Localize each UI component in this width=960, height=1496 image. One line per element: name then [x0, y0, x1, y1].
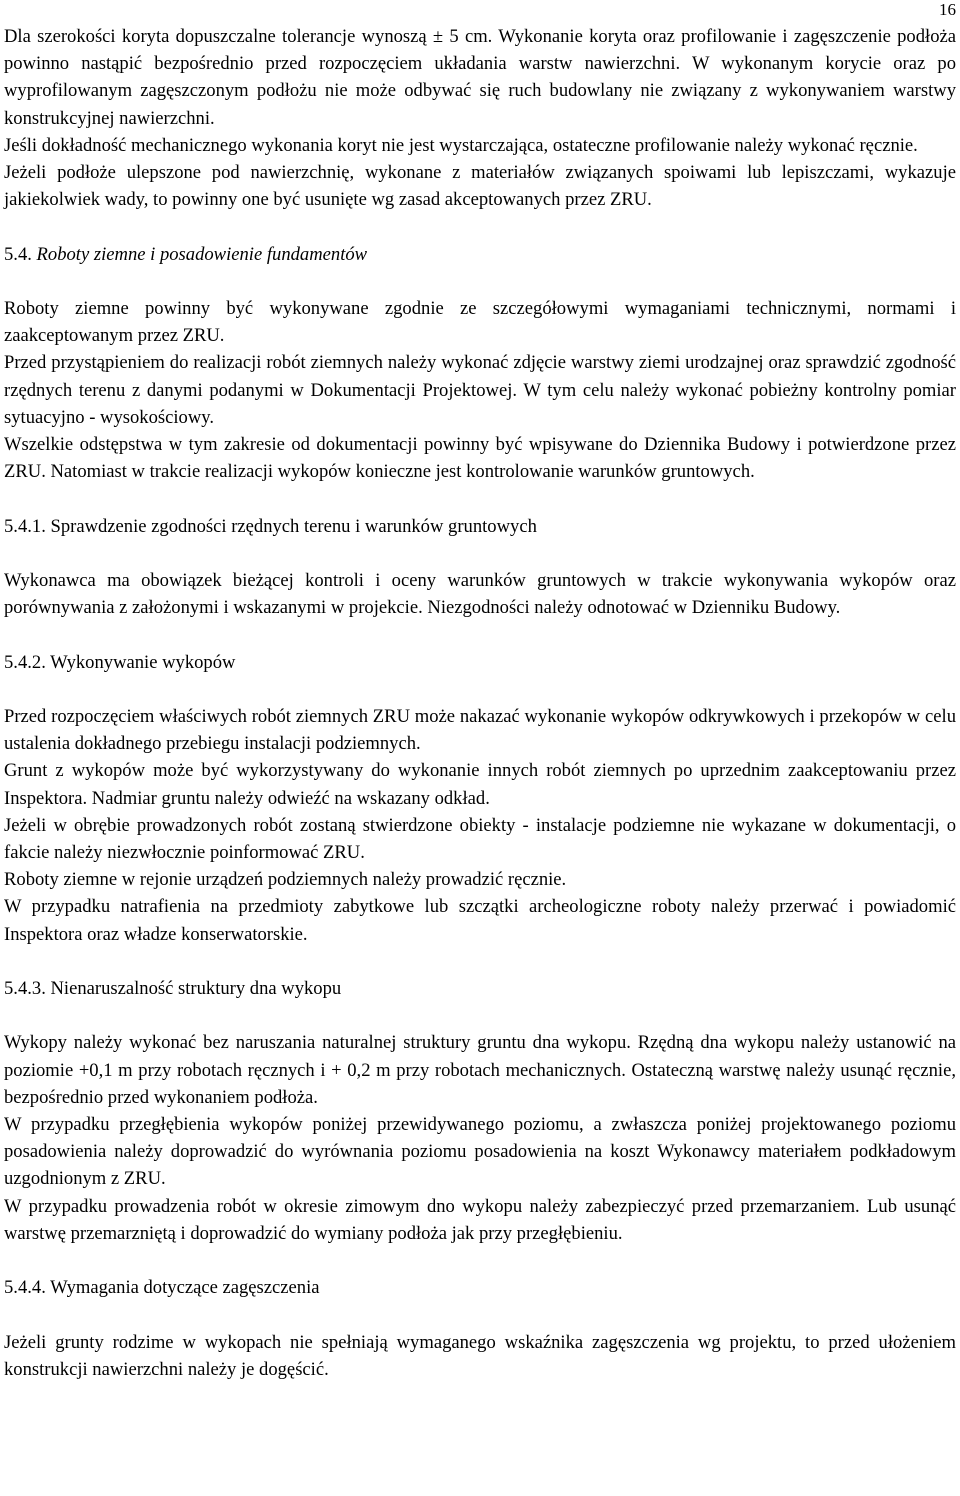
paragraph: Roboty ziemne w rejonie urządzeń podziemnych należy prowadzić ręcznie.	[4, 869, 567, 891]
section-heading-5-4	[4, 241, 956, 268]
paragraph: Jeżeli podłoże ulepszone pod nawierzchnię, wykonane z materiałów związanych spoiwami lub lepiszczami, wykazuje jakiekolwiek wady, to powinny one być usunięte wg zasad akceptowanych przez ZRU.	[4, 162, 956, 211]
paragraph: W przypadku przegłębienia wykopów poniżej przewidywanego poziomu, a zwłaszcza poniżej projektowanego poziomu posadowienia należy doprowadzić do wyrównania poziomu posadowienia na koszt Wykonawcy materiałem podkładowym uzgodnionym z ZRU.	[4, 1114, 956, 1190]
section-heading-5-4-1: 5.4.1. Sprawdzenie zgodności rzędnych terenu i warunków gruntowych	[4, 515, 537, 537]
paragraph: Dla szerokości koryta dopuszczalne tolerancje wynoszą ± 5 cm. Wykonanie koryta oraz profilowanie i zagęszczenie podłoża powinno nastąpić bezpośrednio przed rozpoczęciem układania warstw nawierzchni. W wykonanym korycie oraz po wyprofilowanym zagęszczonym podłożu nie może odbywać się ruch budowlany nie związany z wykonywaniem warstwy konstrukcyjnej nawierzchni.	[4, 26, 956, 129]
paragraph: Wykonawca ma obowiązek bieżącej kontroli i oceny warunków gruntowych w trakcie wykonywania wykopów oraz porównywania z założonymi i wskazanymi w projekcie. Niezgodności należy odnotować w Dzienniku Budowy.	[4, 570, 956, 619]
paragraph: Roboty ziemne powinny być wykonywane zgodnie ze szczegółowymi wymaganiami technicznymi, normami i zaakceptowanym przez ZRU.	[4, 298, 956, 347]
section-heading-5-4-3: 5.4.3. Nienaruszalność struktury dna wykopu	[4, 978, 342, 999]
section-title: Roboty ziemne i posadowienie fundamentów	[36, 243, 368, 265]
section-heading-5-4-4: 5.4.4. Wymagania dotyczące zagęszczenia	[4, 1277, 320, 1299]
paragraph: Jeśli dokładność mechanicznego wykonania koryt nie jest wystarczająca, ostateczne profilowanie należy wykonać ręcznie.	[4, 134, 918, 156]
paragraph: Grunt z wykopów może być wykorzystywany do wykonanie innych robót ziemnych po uprzednim zaakceptowaniu przez Inspektora. Nadmiar gruntu należy odwieźć na wskazany odkład.	[4, 760, 956, 809]
paragraph: Przed przystąpieniem do realizacji robót ziemnych należy wykonać zdjęcie warstwy ziemi urodzajnej oraz sprawdzić zgodność rzędnych terenu z danymi podanymi w Dokumentacji Projektowej. W tym celu należy wykonać pobieżny kontrolny pomiar sytuacyjno - wysokościowy.	[4, 352, 956, 428]
paragraph: Jeżeli w obrębie prowadzonych robót zostaną stwierdzone obiekty - instalacje podziemne nie wykazane w dokumentacji, o fakcie należy niezwłocznie poinformować ZRU.	[4, 814, 956, 863]
paragraph: Wszelkie odstępstwa w tym zakresie od dokumentacji powinny być wpisywane do Dziennika Budowy i potwierdzone przez ZRU. Natomiast w trakcie realizacji wykopów konieczne jest kontrolowanie warunków gruntowych.	[4, 434, 956, 483]
page-number: 16	[939, 0, 956, 19]
section-number: 5.4.	[4, 243, 32, 265]
paragraph: Wykopy należy wykonać bez naruszania naturalnej struktury gruntu dna wykopu. Rzędną dna wykopu należy ustanowić na poziomie +0,1 m przy robotach ręcznych i + 0,2 m przy robotach mechanicznych. Ostateczną warstwę należy usunąć ręcznie, bezpośrednio przed wykonaniem podłoża.	[4, 1032, 956, 1108]
paragraph: W przypadku prowadzenia robót w okresie zimowym dno wykopu należy zabezpieczyć przed przemarzaniem. Lub usunąć warstwę przemarzniętą i doprowadzić do wymiany podłoża jak przy przegłębieniu.	[4, 1195, 956, 1244]
section-heading-5-4-2: 5.4.2. Wykonywanie wykopów	[4, 651, 236, 673]
document-body	[4, 23, 956, 1383]
paragraph: Przed rozpoczęciem właściwych robót ziemnych ZRU może nakazać wykonanie wykopów odkrywkowych i przekopów w celu ustalenia dokładnego przebiegu instalacji podziemnych.	[4, 705, 956, 755]
paragraph: W przypadku natrafienia na przedmioty zabytkowe lub szczątki archeologiczne roboty należy przerwać i powiadomić Inspektora oraz władze konserwatorskie.	[4, 896, 956, 945]
paragraph: Jeżeli grunty rodzime w wykopach nie spełniają wymaganego wskaźnika zagęszczenia wg projektu, to przed ułożeniem konstrukcji nawierzchni należy je dogęścić.	[4, 1331, 956, 1380]
